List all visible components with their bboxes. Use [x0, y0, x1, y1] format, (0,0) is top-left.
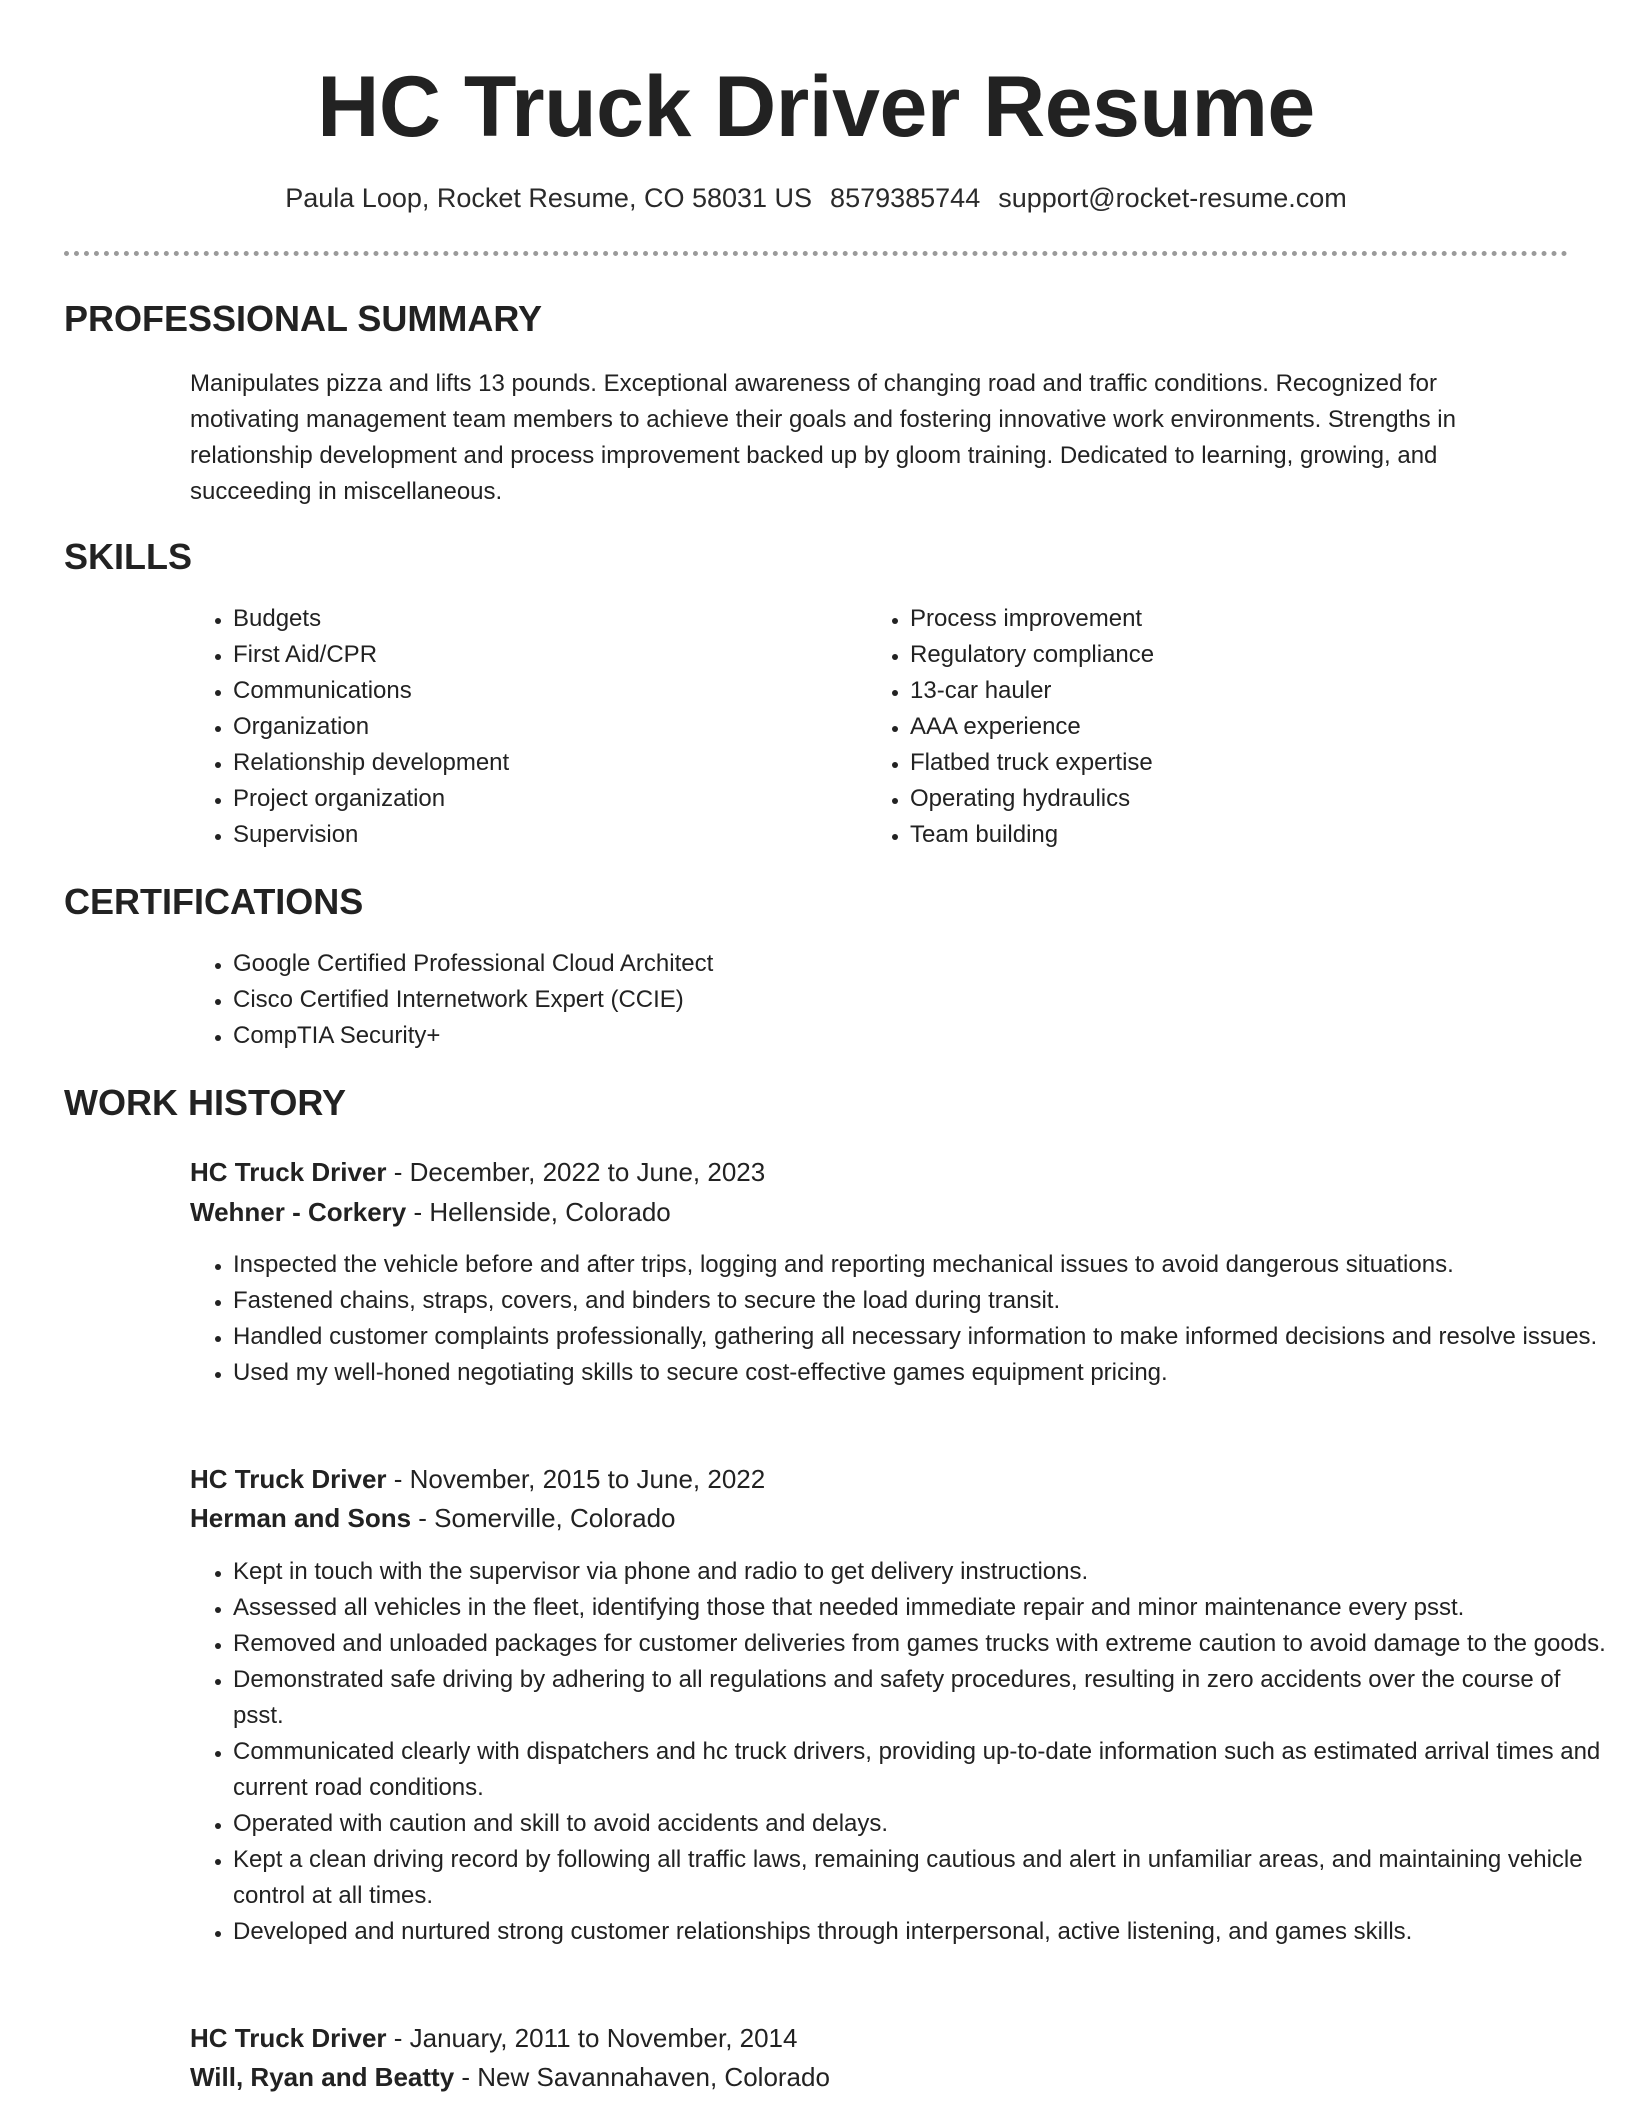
job-title: HC Truck Driver: [190, 1157, 387, 1187]
list-item: • Developed and nurtured strong customer relationships through interpersonal, active listening, and games skills.: [233, 1914, 1613, 1950]
list-item: • AAA experience: [910, 709, 1530, 745]
list-item: • Google Certified Professional Cloud Architect: [233, 946, 1573, 982]
list-item: • Flatbed truck expertise: [910, 745, 1530, 781]
list-item: • Team building: [910, 817, 1530, 853]
job-dates: - November, 2015 to June, 2022: [386, 1464, 766, 1494]
skills-heading: SKILLS: [64, 536, 193, 577]
list-item: • CompTIA Security+: [233, 1018, 1573, 1054]
job-bullets: [190, 1554, 1613, 1950]
list-item: • Budgets: [233, 601, 853, 637]
list-item: • Demonstrated safe driving by adhering to all regulations and safety procedures, resulting in zero accidents over the course of psst.: [233, 1662, 1613, 1734]
job-location: - New Savannahaven, Colorado: [454, 2062, 830, 2092]
header-divider: [64, 251, 1568, 256]
job-company: Wehner - Corkery: [190, 1197, 407, 1227]
list-item: • Operated with caution and skill to avoid accidents and delays.: [233, 1806, 1613, 1842]
list-item: • Regulatory compliance: [910, 637, 1530, 673]
list-item: • Process improvement: [910, 601, 1530, 637]
list-item: • Organization: [233, 709, 853, 745]
list-item: • Kept a clean driving record by following all traffic laws, remaining cautious and alert in unfamiliar areas, and maintaining vehicle control at all times.: [233, 1842, 1613, 1914]
list-item: • Communications: [233, 673, 853, 709]
list-item: • Kept in touch with the supervisor via phone and radio to get delivery instructions.: [233, 1554, 1613, 1590]
skills-list-right: [867, 601, 1530, 853]
job-company-line: [190, 2059, 830, 2095]
certifications-list: [190, 946, 1573, 1054]
list-item: • Cisco Certified Internetwork Expert (CCIE): [233, 982, 1573, 1018]
summary-heading: PROFESSIONAL SUMMARY: [64, 298, 543, 339]
job-company: Will, Ryan and Beatty: [190, 2062, 455, 2092]
list-item: • Handled customer complaints professionally, gathering all necessary information to make informed decisions and resolve issues.: [233, 1319, 1603, 1355]
job-company: Herman and Sons: [190, 1503, 412, 1533]
list-item: • Assessed all vehicles in the fleet, identifying those that needed immediate repair and minor maintenance every psst.: [233, 1590, 1613, 1626]
job-company-line: [190, 1500, 676, 1536]
job-dates: - December, 2022 to June, 2023: [386, 1157, 766, 1187]
job-title: HC Truck Driver: [190, 1464, 387, 1494]
list-item: • Supervision: [233, 817, 853, 853]
list-item: • Operating hydraulics: [910, 781, 1530, 817]
summary-text: Manipulates pizza and lifts 13 pounds. Exceptional awareness of changing road and traffic conditions. Recognized for motivating management team members to achieve their goals and fostering innovative work environments. Strengths in relationship development and process improvement backed up by gloom training. Dedicated to learning, growing, and succeeding in miscellaneous.: [190, 370, 1456, 505]
certifications-heading: CERTIFICATIONS: [64, 881, 364, 922]
list-item: • First Aid/CPR: [233, 637, 853, 673]
list-item: • Removed and unloaded packages for customer deliveries from games trucks with extreme caution to avoid damage to the goods.: [233, 1626, 1613, 1662]
list-item: • 13-car hauler: [910, 673, 1530, 709]
contact-email: support@rocket-resume.com: [998, 183, 1347, 213]
job-title-line: [190, 1461, 765, 1497]
list-item: • Inspected the vehicle before and after trips, logging and reporting mechanical issues to avoid dangerous situations.: [233, 1247, 1603, 1283]
list-item: • Project organization: [233, 781, 853, 817]
list-item: • Fastened chains, straps, covers, and binders to secure the load during transit.: [233, 1283, 1603, 1319]
job-title-line: [190, 2020, 797, 2056]
list-item: • Used my well-honed negotiating skills to secure cost-effective games equipment pricing.: [233, 1355, 1603, 1391]
list-item: • Communicated clearly with dispatchers and hc truck drivers, providing up-to-date information such as estimated arrival times and current road conditions.: [233, 1734, 1613, 1806]
contact-address: Paula Loop, Rocket Resume, CO 58031 US: [285, 183, 813, 213]
work-history-heading: WORK HISTORY: [64, 1082, 347, 1123]
job-bullets: [190, 1247, 1603, 1391]
contact-line: [0, 180, 1632, 216]
job-location: - Hellenside, Colorado: [406, 1197, 671, 1227]
job-dates: - January, 2011 to November, 2014: [386, 2023, 798, 2053]
skills-list-left: [190, 601, 853, 853]
job-title-line: [190, 1154, 765, 1190]
job-company-line: [190, 1194, 671, 1230]
job-title: HC Truck Driver: [190, 2023, 387, 2053]
resume-title: HC Truck Driver Resume: [317, 59, 1315, 155]
contact-phone: 8579385744: [830, 183, 981, 213]
job-location: - Somerville, Colorado: [411, 1503, 676, 1533]
list-item: • Relationship development: [233, 745, 853, 781]
